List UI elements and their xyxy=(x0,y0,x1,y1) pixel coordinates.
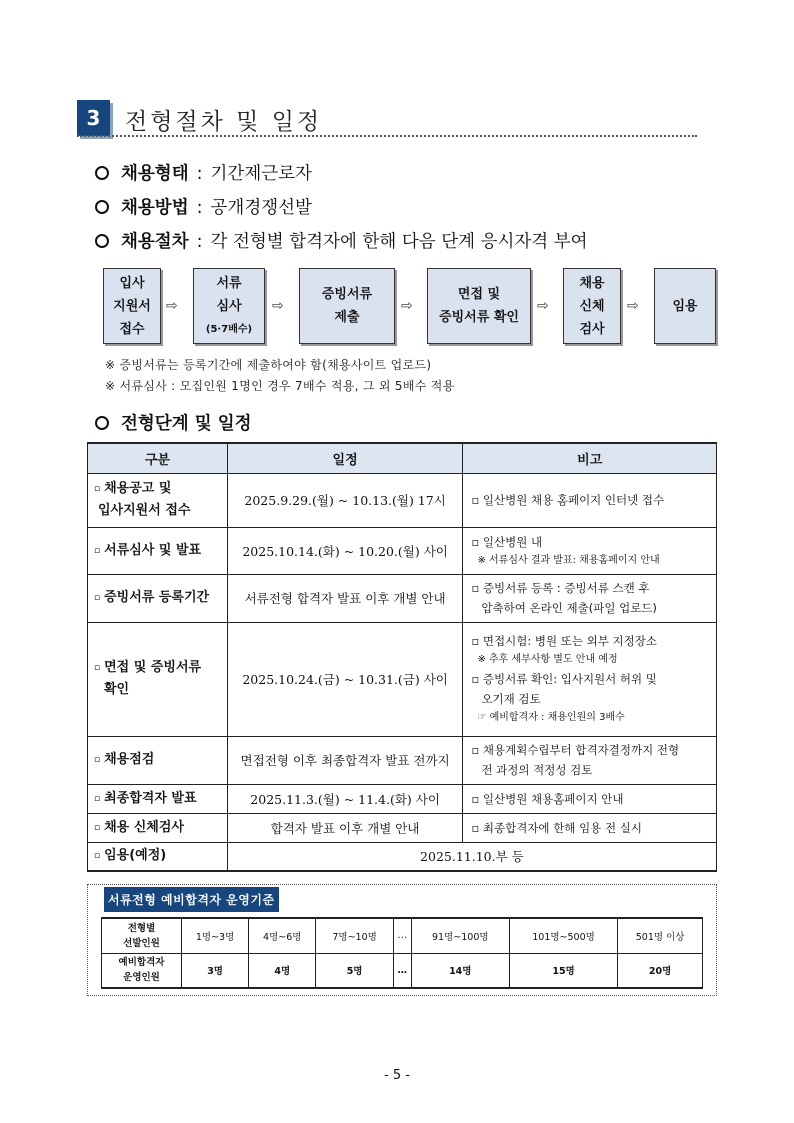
date-cell: 2025.10.14.(화) ~ 10.20.(월) 사이 xyxy=(227,527,463,574)
arrow-right-icon: ⇨ xyxy=(166,298,178,314)
section-header xyxy=(77,99,697,139)
date-cell: 합격자 발표 이후 개별 안내 xyxy=(227,813,463,842)
table-row xyxy=(88,842,717,871)
table-row xyxy=(88,736,717,784)
schedule-table xyxy=(87,442,717,872)
range-cell: … xyxy=(393,918,411,953)
column-header: 일정 xyxy=(227,443,463,473)
column-header: 비고 xyxy=(463,443,717,473)
date-cell: 2025.11.3.(월) ~ 11.4.(화) 사이 xyxy=(227,784,463,813)
page-number: - 5 - xyxy=(384,1068,410,1083)
table-row xyxy=(88,813,717,842)
note-cell: ▫ 일산병원 채용 홈페이지 인터넷 접수 xyxy=(463,473,717,527)
range-cell: 91명~100명 xyxy=(411,918,509,953)
stage-cell: ▫ 최종합격자 발표 xyxy=(88,784,228,813)
range-cell: 501명 이상 xyxy=(618,918,703,953)
criteria-row-values xyxy=(102,953,703,988)
stage-cell: ▫ 면접 및 증빙서류 확인 xyxy=(88,622,228,736)
arrow-right-icon: ⇨ xyxy=(537,298,549,314)
column-header: 구분 xyxy=(88,443,228,473)
note-cell: ▫ 채용계획수립부터 합격자결정까지 전형 전 과정의 적정성 검토 xyxy=(463,736,717,784)
note-proof-docs: ※ 증빙서류는 등록기간에 제출하여야 함(채용사이트 업로드) xyxy=(105,358,432,372)
bullet-text: 공개경쟁선발 xyxy=(210,198,312,218)
date-cell: 서류전형 합격자 발표 이후 개별 안내 xyxy=(227,574,463,622)
table-row xyxy=(88,622,717,736)
value-cell: 5명 xyxy=(316,953,393,988)
note-cell: ▫ 증빙서류 등록 : 증빙서류 스캔 후 압축하여 온라인 제출(파일 업로드) xyxy=(463,574,717,622)
circle-bullet-icon xyxy=(95,200,109,214)
note-cell: ▫ 면접시험: 병원 또는 외부 지정장소 ※ 추후 세부사항 별도 안내 예정 ▫ 증빙서류 확인: 입사지원서 허위 및 오기재 검토 ☞ 예비합격자 : 채용인원의 3배수 xyxy=(463,622,717,736)
table-row xyxy=(88,574,717,622)
arrow-right-icon: ⇨ xyxy=(272,298,284,314)
flow-step-health-check: 채용 신체 검사 xyxy=(563,268,621,344)
flow-step-application: 입사 지원서 접수 xyxy=(103,268,161,344)
bullet-employment-method: 채용방법 : 공개경쟁선발 xyxy=(95,194,312,219)
bullet-label: 채용방법 xyxy=(121,198,189,218)
range-cell: 101명~500명 xyxy=(509,918,617,953)
circle-bullet-icon xyxy=(95,234,109,248)
note-cell: ▫ 최종합격자에 한해 임용 전 실시 xyxy=(463,813,717,842)
value-cell: 14명 xyxy=(411,953,509,988)
stage-cell: ▫ 채용공고 및 입사지원서 접수 xyxy=(88,473,228,527)
table-row xyxy=(88,784,717,813)
stage-cell: ▫ 증빙서류 등록기간 xyxy=(88,574,228,622)
circle-bullet-icon xyxy=(95,416,109,430)
row-header: 전형별 선발인원 xyxy=(102,918,182,953)
range-cell: 1명~3명 xyxy=(182,918,249,953)
flow-step-appointment: 임용 xyxy=(654,268,716,344)
flow-step-document-review: 서류 심사 (5·7배수) xyxy=(193,268,265,344)
bullet-employment-type: 채용형태 : 기간제근로자 xyxy=(95,160,312,185)
circle-bullet-icon xyxy=(95,166,109,180)
criteria-row-ranges xyxy=(102,918,703,953)
table-row xyxy=(88,527,717,574)
date-cell: 2025.10.24.(금) ~ 10.31.(금) 사이 xyxy=(227,622,463,736)
value-cell: 3명 xyxy=(182,953,249,988)
bullet-text: 각 전형별 합격자에 한해 다음 단계 응시자격 부여 xyxy=(210,232,588,252)
row-header: 예비합격자 운영인원 xyxy=(102,953,182,988)
arrow-right-icon: ⇨ xyxy=(401,298,413,314)
note-cell: ▫ 일산병원 채용홈페이지 안내 xyxy=(463,784,717,813)
date-cell: 2025.11.10.부 등 xyxy=(227,842,716,871)
criteria-title: 서류전형 예비합격자 운영기준 xyxy=(104,887,279,912)
flow-step-interview: 면접 및 증빙서류 확인 xyxy=(427,268,531,344)
table-row xyxy=(88,473,717,527)
date-cell: 2025.9.29.(월) ~ 10.13.(월) 17시 xyxy=(227,473,463,527)
criteria-table xyxy=(101,917,703,989)
stage-cell: ▫ 임용(예정) xyxy=(88,842,228,871)
range-cell: 7명~10명 xyxy=(316,918,393,953)
bullet-employment-procedure: 채용절차 : 각 전형별 합격자에 한해 다음 단계 응시자격 부여 xyxy=(95,228,588,253)
section-number: 3 xyxy=(77,100,110,136)
flow-step-proof-submission: 증빙서류 제출 xyxy=(299,268,395,344)
range-cell: 4명~6명 xyxy=(249,918,316,953)
value-cell: 15명 xyxy=(509,953,617,988)
value-cell: 4명 xyxy=(249,953,316,988)
stage-cell: ▫ 채용점검 xyxy=(88,736,228,784)
note-document-review: ※ 서류심사 : 모집인원 1명인 경우 7배수 적용, 그 외 5배수 적용 xyxy=(105,379,455,393)
date-cell: 면접전형 이후 최종합격자 발표 전까지 xyxy=(227,736,463,784)
stage-cell: ▫ 서류심사 및 발표 xyxy=(88,527,228,574)
bullet-text: 기간제근로자 xyxy=(210,164,312,184)
bullet-label: 채용형태 xyxy=(121,164,189,184)
value-cell: 20명 xyxy=(618,953,703,988)
bullet-label: 채용절차 xyxy=(121,232,189,252)
section-divider xyxy=(77,135,697,137)
schedule-heading: 전형단계 및 일정 xyxy=(95,410,252,435)
table-header-row xyxy=(88,443,717,473)
section-title: 전형절차 및 일정 xyxy=(125,109,323,135)
stage-cell: ▫ 채용 신체검사 xyxy=(88,813,228,842)
arrow-right-icon: ⇨ xyxy=(627,298,639,314)
value-cell: … xyxy=(393,953,411,988)
note-cell: ▫ 일산병원 내 ※ 서류심사 결과 발표: 채용홈페이지 안내 xyxy=(463,527,717,574)
